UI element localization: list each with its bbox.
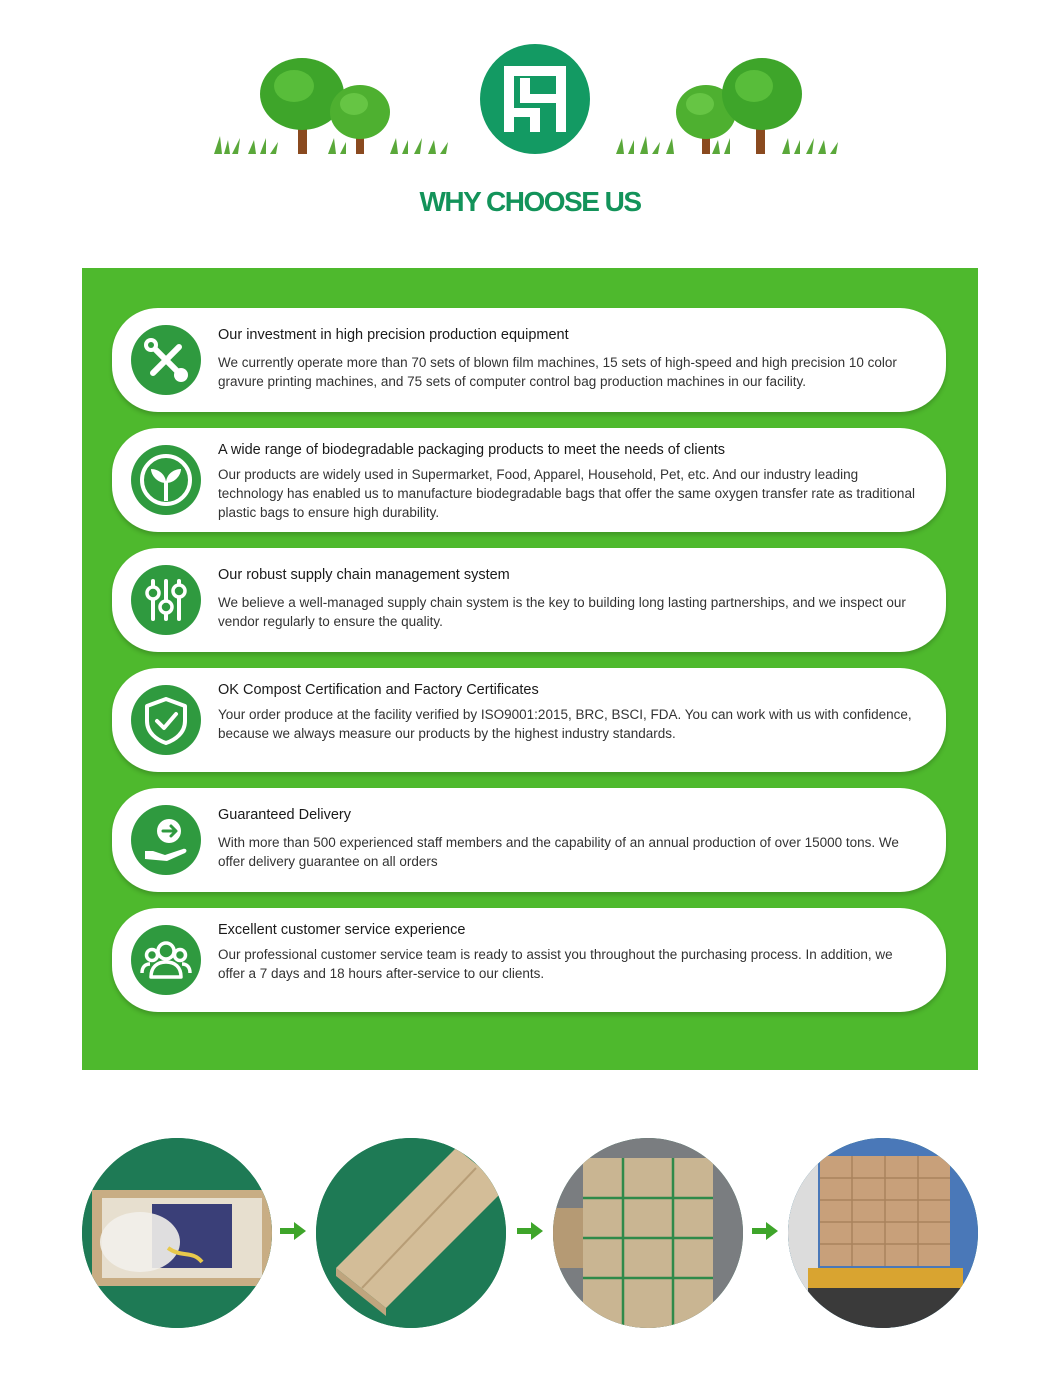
feature-card-certification [112, 668, 946, 772]
feature-text [218, 441, 918, 522]
feature-title: Excellent customer service experience [218, 922, 466, 938]
feature-description: Our professional customer service team is ready to assist you throughout the purchasing process. In addition, we offer a 7 days and 18 hours after-service to our clients. [218, 947, 893, 981]
trees-right-icon [612, 50, 862, 160]
trees-left-icon [210, 50, 460, 160]
packed-bags-in-box-photo [82, 1138, 272, 1328]
tools-icon [131, 325, 201, 395]
feature-card-equipment [112, 308, 946, 412]
page-title: WHY CHOOSE US [419, 186, 641, 217]
sliders-icon [131, 565, 201, 635]
feature-description: We believe a well-managed supply chain system is the key to building long lasting partnerships, and we inspect our vendor regularly to ensure the quality. [218, 595, 906, 629]
feature-description: Your order produce at the facility verified by ISO9001:2015, BRC, BSCI, FDA. You can work with us with confidence, because we always measure our products by the highest industry standards. [218, 707, 912, 741]
feature-text [218, 681, 918, 743]
shield-check-icon [131, 685, 201, 755]
feature-title: Our robust supply chain management system [218, 567, 510, 583]
feature-title: Our investment in high precision production equipment [218, 327, 569, 343]
features-panel [82, 268, 978, 1070]
arrow-right-icon [517, 1222, 543, 1240]
feature-text [218, 806, 918, 871]
arrow-right-icon [280, 1222, 306, 1240]
eco-leaf-icon [131, 445, 201, 515]
feature-card-supply-chain [112, 548, 946, 652]
loaded-truck-photo [788, 1138, 978, 1328]
sealed-carton-photo [316, 1138, 506, 1328]
feature-title: A wide range of biodegradable packaging products to meet the needs of clients [218, 442, 726, 458]
company-logo-icon [480, 44, 590, 154]
feature-title: Guaranteed Delivery [218, 807, 351, 823]
feature-description: Our products are widely used in Supermarket, Food, Apparel, Household, Pet, etc. And our industry leading technology has enabled us to manufacture biodegradable bags that offer the same oxygen transfer rate as traditional plastic bags to ensure high durability. [218, 467, 915, 520]
feature-title: OK Compost Certification and Factory Certificates [218, 682, 539, 698]
feature-text [218, 921, 918, 983]
palletized-cartons-photo [553, 1138, 743, 1328]
feature-text [218, 566, 918, 631]
feature-card-customer-service [112, 908, 946, 1012]
feature-text [218, 326, 918, 391]
page-header [0, 0, 1060, 260]
feature-card-biodegradable [112, 428, 946, 532]
feature-description: We currently operate more than 70 sets of blown film machines, 15 sets of high-speed and high precision 10 color gravure printing machines, and 75 sets of computer control bag production machines in our facility. [218, 355, 897, 389]
delivery-hand-icon [131, 805, 201, 875]
customer-service-icon [131, 925, 201, 995]
feature-description: With more than 500 experienced staff members and the capability of an annual production of over 15000 tons. We offer delivery guarantee on all orders [218, 835, 899, 869]
arrow-right-icon [752, 1222, 778, 1240]
feature-card-delivery [112, 788, 946, 892]
